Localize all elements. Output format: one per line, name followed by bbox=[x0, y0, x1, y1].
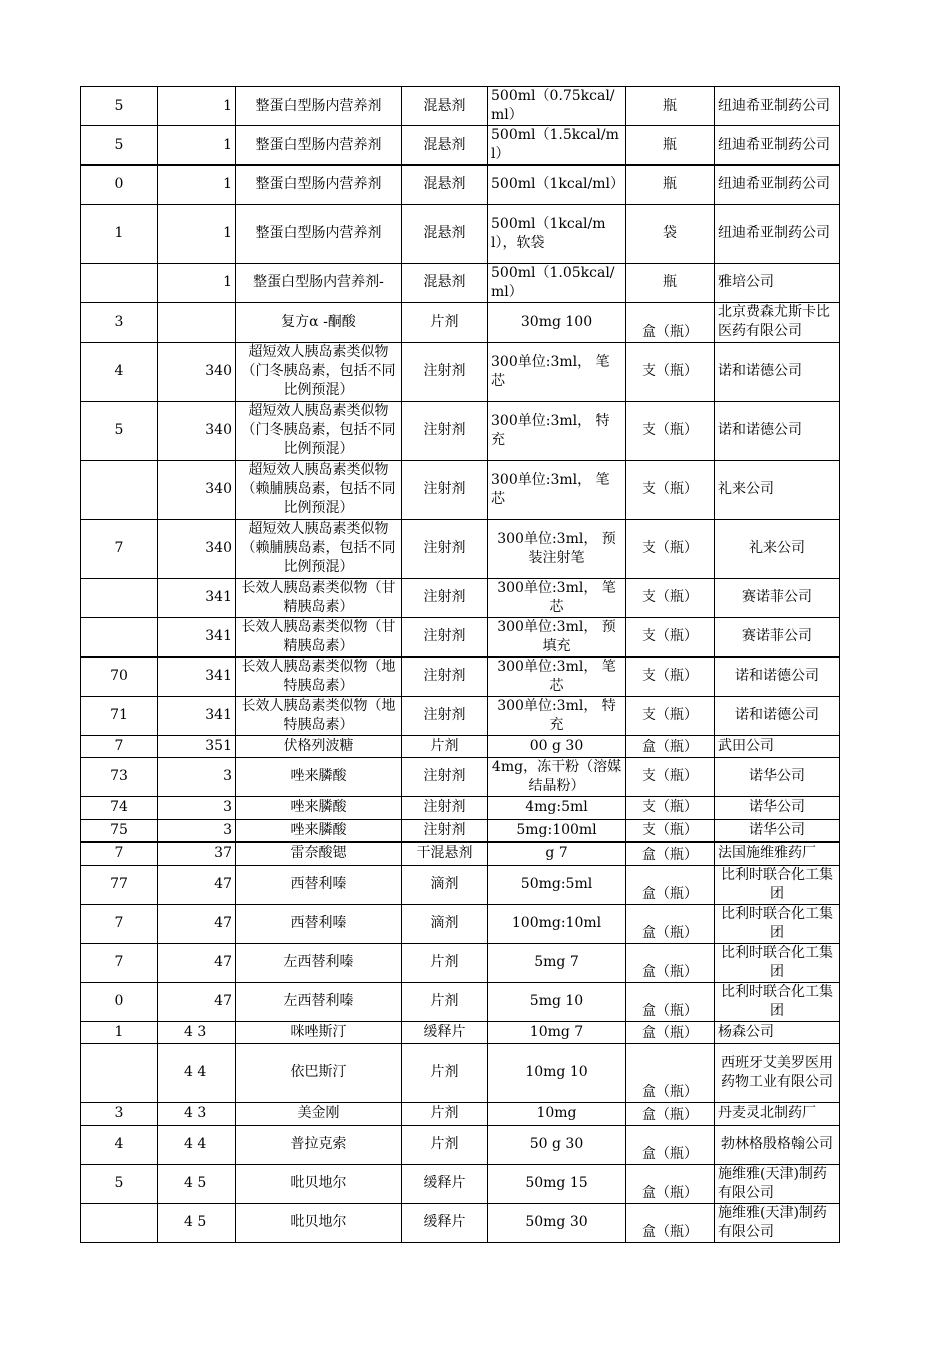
row-number-cell bbox=[81, 1203, 158, 1242]
drug-name-cell: 西替利嗪 bbox=[236, 904, 402, 943]
table-row bbox=[81, 982, 840, 1021]
table-row bbox=[81, 342, 840, 401]
table-row bbox=[81, 460, 840, 519]
row-number-cell: 5 bbox=[81, 87, 158, 126]
table-row bbox=[81, 401, 840, 460]
table-row bbox=[81, 1021, 840, 1043]
unit-cell: 瓶 bbox=[626, 87, 715, 126]
drug-name-cell: 普拉克索 bbox=[236, 1125, 402, 1164]
row-number-cell: 7 bbox=[81, 904, 158, 943]
drug-name-cell: 左西替利嗪 bbox=[236, 943, 402, 982]
unit-cell: 盒（瓶） bbox=[626, 1164, 715, 1203]
specification-cell: 30mg 100 bbox=[488, 302, 626, 342]
specification-cell: 10mg bbox=[488, 1102, 626, 1125]
table-row bbox=[81, 165, 840, 204]
dosage-form-cell: 缓释片 bbox=[402, 1164, 488, 1203]
row-number-cell: 5 bbox=[81, 126, 158, 166]
specification-cell: 300单位:3ml， 特充 bbox=[488, 401, 626, 460]
unit-cell: 盒（瓶） bbox=[626, 1203, 715, 1242]
row-number-cell: 0 bbox=[81, 165, 158, 204]
unit-cell: 瓶 bbox=[626, 263, 715, 302]
drug-name-cell: 咪唑斯汀 bbox=[236, 1021, 402, 1043]
table-row bbox=[81, 842, 840, 865]
manufacturer-cell: 纽迪希亚制药公司 bbox=[715, 165, 840, 204]
specification-cell: 5mg 7 bbox=[488, 943, 626, 982]
drug-name-cell: 超短效人胰岛素类似物（门冬胰岛素，包括不同比例预混） bbox=[236, 401, 402, 460]
drug-name-cell: 唑来膦酸 bbox=[236, 796, 402, 819]
specification-cell: 50 g 30 bbox=[488, 1125, 626, 1164]
specification-cell: 5mg:100ml bbox=[488, 819, 626, 842]
table-row bbox=[81, 263, 840, 302]
manufacturer-cell: 比利时联合化工集团 bbox=[715, 865, 840, 904]
drug-name-cell: 西替利嗪 bbox=[236, 865, 402, 904]
table-row bbox=[81, 904, 840, 943]
category-code-cell: 340 bbox=[158, 342, 236, 401]
specification-cell: 500ml（1.05kcal/ml） bbox=[488, 263, 626, 302]
category-code-cell: 3 bbox=[158, 819, 236, 842]
dosage-form-cell: 注射剂 bbox=[402, 657, 488, 697]
manufacturer-cell: 诺华公司 bbox=[715, 757, 840, 796]
category-code-cell: 47 bbox=[158, 982, 236, 1021]
specification-cell: 300单位:3ml， 笔芯 bbox=[488, 460, 626, 519]
drug-name-cell: 吡贝地尔 bbox=[236, 1203, 402, 1242]
specification-cell: 300单位:3ml， 预填充 bbox=[488, 617, 626, 657]
dosage-form-cell: 注射剂 bbox=[402, 342, 488, 401]
manufacturer-cell: 礼来公司 bbox=[715, 460, 840, 519]
table-row bbox=[81, 1043, 840, 1102]
unit-cell: 盒（瓶） bbox=[626, 865, 715, 904]
manufacturer-cell: 纽迪希亚制药公司 bbox=[715, 204, 840, 263]
unit-cell: 盒（瓶） bbox=[626, 1125, 715, 1164]
table-row bbox=[81, 87, 840, 126]
category-code-cell: 341 bbox=[158, 696, 236, 735]
drug-name-cell: 美金刚 bbox=[236, 1102, 402, 1125]
row-number-cell: 7 bbox=[81, 842, 158, 865]
drug-name-cell: 唑来膦酸 bbox=[236, 757, 402, 796]
unit-cell: 盒（瓶） bbox=[626, 302, 715, 342]
unit-cell: 支（瓶） bbox=[626, 401, 715, 460]
manufacturer-cell: 比利时联合化工集团 bbox=[715, 943, 840, 982]
drug-list-table bbox=[80, 86, 840, 1243]
row-number-cell: 7 bbox=[81, 943, 158, 982]
category-code-cell: 1 bbox=[158, 126, 236, 166]
drug-name-cell: 超短效人胰岛素类似物（门冬胰岛素，包括不同比例预混） bbox=[236, 342, 402, 401]
category-code-cell: 1 bbox=[158, 204, 236, 263]
dosage-form-cell: 注射剂 bbox=[402, 401, 488, 460]
specification-cell: 500ml（1.5kcal/ml） bbox=[488, 126, 626, 166]
dosage-form-cell: 缓释片 bbox=[402, 1021, 488, 1043]
manufacturer-cell: 西班牙艾美罗医用药物工业有限公司 bbox=[715, 1043, 840, 1102]
unit-cell: 盒（瓶） bbox=[626, 1102, 715, 1125]
dosage-form-cell: 注射剂 bbox=[402, 519, 488, 578]
unit-cell: 瓶 bbox=[626, 165, 715, 204]
dosage-form-cell: 片剂 bbox=[402, 735, 488, 757]
drug-name-cell: 长效人胰岛素类似物（甘精胰岛素） bbox=[236, 578, 402, 617]
dosage-form-cell: 片剂 bbox=[402, 943, 488, 982]
specification-cell: 4mg:5ml bbox=[488, 796, 626, 819]
category-code-cell: 341 bbox=[158, 657, 236, 697]
unit-cell: 盒（瓶） bbox=[626, 1021, 715, 1043]
dosage-form-cell: 片剂 bbox=[402, 1125, 488, 1164]
manufacturer-cell: 礼来公司 bbox=[715, 519, 840, 578]
unit-cell: 支（瓶） bbox=[626, 617, 715, 657]
unit-cell: 支（瓶） bbox=[626, 696, 715, 735]
drug-name-cell: 长效人胰岛素类似物（地特胰岛素） bbox=[236, 696, 402, 735]
manufacturer-cell: 诺华公司 bbox=[715, 819, 840, 842]
drug-name-cell: 伏格列波糖 bbox=[236, 735, 402, 757]
drug-name-cell: 雷奈酸锶 bbox=[236, 842, 402, 865]
specification-cell: g 7 bbox=[488, 842, 626, 865]
unit-cell: 支（瓶） bbox=[626, 757, 715, 796]
row-number-cell: 70 bbox=[81, 657, 158, 697]
dosage-form-cell: 混悬剂 bbox=[402, 263, 488, 302]
unit-cell: 支（瓶） bbox=[626, 460, 715, 519]
unit-cell: 支（瓶） bbox=[626, 519, 715, 578]
category-code-cell: 340 bbox=[158, 401, 236, 460]
manufacturer-cell: 诺华公司 bbox=[715, 796, 840, 819]
specification-cell: 500ml（0.75kcal/ml） bbox=[488, 87, 626, 126]
category-code-cell: 351 bbox=[158, 735, 236, 757]
category-code-cell: 47 bbox=[158, 943, 236, 982]
category-code-cell: 341 bbox=[158, 578, 236, 617]
dosage-form-cell: 混悬剂 bbox=[402, 126, 488, 166]
specification-cell: 5mg 10 bbox=[488, 982, 626, 1021]
category-code-cell: 47 bbox=[158, 904, 236, 943]
table-row bbox=[81, 1203, 840, 1242]
dosage-form-cell: 注射剂 bbox=[402, 696, 488, 735]
row-number-cell: 4 bbox=[81, 1125, 158, 1164]
specification-cell: 10mg 10 bbox=[488, 1043, 626, 1102]
manufacturer-cell: 北京费森尤斯卡比医药有限公司 bbox=[715, 302, 840, 342]
category-code-cell: 4 5 bbox=[158, 1164, 236, 1203]
category-code-cell: 4 4 bbox=[158, 1125, 236, 1164]
dosage-form-cell: 干混悬剂 bbox=[402, 842, 488, 865]
dosage-form-cell: 滴剂 bbox=[402, 865, 488, 904]
unit-cell: 支（瓶） bbox=[626, 657, 715, 697]
drug-name-cell: 复方α -酮酸 bbox=[236, 302, 402, 342]
specification-cell: 300单位:3ml， 预装注射笔 bbox=[488, 519, 626, 578]
table-row bbox=[81, 204, 840, 263]
manufacturer-cell: 诺和诺德公司 bbox=[715, 696, 840, 735]
drug-name-cell: 整蛋白型肠内营养剂 bbox=[236, 165, 402, 204]
row-number-cell: 75 bbox=[81, 819, 158, 842]
drug-name-cell: 整蛋白型肠内营养剂- bbox=[236, 263, 402, 302]
category-code-cell bbox=[158, 302, 236, 342]
drug-name-cell: 吡贝地尔 bbox=[236, 1164, 402, 1203]
table-row bbox=[81, 519, 840, 578]
manufacturer-cell: 比利时联合化工集团 bbox=[715, 982, 840, 1021]
dosage-form-cell: 注射剂 bbox=[402, 578, 488, 617]
category-code-cell: 340 bbox=[158, 519, 236, 578]
specification-cell: 500ml（1kcal/ml），软袋 bbox=[488, 204, 626, 263]
manufacturer-cell: 诺和诺德公司 bbox=[715, 342, 840, 401]
row-number-cell: 3 bbox=[81, 302, 158, 342]
manufacturer-cell: 纽迪希亚制药公司 bbox=[715, 87, 840, 126]
drug-name-cell: 超短效人胰岛素类似物（赖脯胰岛素，包括不同比例预混） bbox=[236, 519, 402, 578]
row-number-cell bbox=[81, 460, 158, 519]
table-row bbox=[81, 1164, 840, 1203]
row-number-cell: 1 bbox=[81, 204, 158, 263]
dosage-form-cell: 片剂 bbox=[402, 1102, 488, 1125]
category-code-cell: 4 3 bbox=[158, 1102, 236, 1125]
unit-cell: 盒（瓶） bbox=[626, 735, 715, 757]
unit-cell: 盒（瓶） bbox=[626, 943, 715, 982]
category-code-cell: 37 bbox=[158, 842, 236, 865]
manufacturer-cell: 武田公司 bbox=[715, 735, 840, 757]
drug-name-cell: 整蛋白型肠内营养剂 bbox=[236, 87, 402, 126]
dosage-form-cell: 注射剂 bbox=[402, 617, 488, 657]
row-number-cell: 7 bbox=[81, 735, 158, 757]
row-number-cell bbox=[81, 578, 158, 617]
dosage-form-cell: 滴剂 bbox=[402, 904, 488, 943]
table-row bbox=[81, 819, 840, 842]
table-row bbox=[81, 1102, 840, 1125]
table-row bbox=[81, 696, 840, 735]
table-row bbox=[81, 126, 840, 166]
dosage-form-cell: 注射剂 bbox=[402, 460, 488, 519]
manufacturer-cell: 雅培公司 bbox=[715, 263, 840, 302]
dosage-form-cell: 混悬剂 bbox=[402, 165, 488, 204]
drug-name-cell: 左西替利嗪 bbox=[236, 982, 402, 1021]
drug-name-cell: 唑来膦酸 bbox=[236, 819, 402, 842]
row-number-cell: 3 bbox=[81, 1102, 158, 1125]
manufacturer-cell: 杨森公司 bbox=[715, 1021, 840, 1043]
unit-cell: 袋 bbox=[626, 204, 715, 263]
dosage-form-cell: 缓释片 bbox=[402, 1203, 488, 1242]
row-number-cell: 71 bbox=[81, 696, 158, 735]
specification-cell: 500ml（1kcal/ml） bbox=[488, 165, 626, 204]
specification-cell: 4mg，冻干粉（溶媒结晶粉） bbox=[488, 757, 626, 796]
manufacturer-cell: 比利时联合化工集团 bbox=[715, 904, 840, 943]
table-row bbox=[81, 657, 840, 697]
table-row bbox=[81, 617, 840, 657]
drug-name-cell: 长效人胰岛素类似物（地特胰岛素） bbox=[236, 657, 402, 697]
unit-cell: 盒（瓶） bbox=[626, 904, 715, 943]
unit-cell: 支（瓶） bbox=[626, 819, 715, 842]
row-number-cell: 5 bbox=[81, 1164, 158, 1203]
drug-name-cell: 长效人胰岛素类似物（甘精胰岛素） bbox=[236, 617, 402, 657]
category-code-cell: 3 bbox=[158, 757, 236, 796]
table-row bbox=[81, 302, 840, 342]
row-number-cell: 7 bbox=[81, 519, 158, 578]
row-number-cell: 5 bbox=[81, 401, 158, 460]
dosage-form-cell: 混悬剂 bbox=[402, 204, 488, 263]
table-row bbox=[81, 865, 840, 904]
manufacturer-cell: 赛诺菲公司 bbox=[715, 617, 840, 657]
unit-cell: 支（瓶） bbox=[626, 796, 715, 819]
dosage-form-cell: 片剂 bbox=[402, 302, 488, 342]
table-row bbox=[81, 735, 840, 757]
table-row bbox=[81, 796, 840, 819]
unit-cell: 支（瓶） bbox=[626, 578, 715, 617]
category-code-cell: 47 bbox=[158, 865, 236, 904]
unit-cell: 瓶 bbox=[626, 126, 715, 166]
manufacturer-cell: 法国施维雅药厂 bbox=[715, 842, 840, 865]
drug-name-cell: 整蛋白型肠内营养剂 bbox=[236, 126, 402, 166]
category-code-cell: 4 4 bbox=[158, 1043, 236, 1102]
dosage-form-cell: 注射剂 bbox=[402, 757, 488, 796]
category-code-cell: 1 bbox=[158, 263, 236, 302]
specification-cell: 300单位:3ml， 笔芯 bbox=[488, 342, 626, 401]
category-code-cell: 1 bbox=[158, 165, 236, 204]
category-code-cell: 4 3 bbox=[158, 1021, 236, 1043]
row-number-cell: 1 bbox=[81, 1021, 158, 1043]
dosage-form-cell: 注射剂 bbox=[402, 796, 488, 819]
manufacturer-cell: 赛诺菲公司 bbox=[715, 578, 840, 617]
table-row bbox=[81, 757, 840, 796]
category-code-cell: 1 bbox=[158, 87, 236, 126]
table-body bbox=[81, 87, 840, 1243]
specification-cell: 00 g 30 bbox=[488, 735, 626, 757]
row-number-cell: 0 bbox=[81, 982, 158, 1021]
category-code-cell: 340 bbox=[158, 460, 236, 519]
unit-cell: 盒（瓶） bbox=[626, 842, 715, 865]
table-row bbox=[81, 578, 840, 617]
row-number-cell bbox=[81, 263, 158, 302]
manufacturer-cell: 诺和诺德公司 bbox=[715, 401, 840, 460]
manufacturer-cell: 丹麦灵北制药厂 bbox=[715, 1102, 840, 1125]
dosage-form-cell: 注射剂 bbox=[402, 819, 488, 842]
table-row bbox=[81, 943, 840, 982]
row-number-cell bbox=[81, 617, 158, 657]
drug-name-cell: 超短效人胰岛素类似物（赖脯胰岛素，包括不同比例预混） bbox=[236, 460, 402, 519]
unit-cell: 盒（瓶） bbox=[626, 982, 715, 1021]
manufacturer-cell: 诺和诺德公司 bbox=[715, 657, 840, 697]
unit-cell: 支（瓶） bbox=[626, 342, 715, 401]
manufacturer-cell: 纽迪希亚制药公司 bbox=[715, 126, 840, 166]
row-number-cell: 73 bbox=[81, 757, 158, 796]
specification-cell: 300单位:3ml， 特充 bbox=[488, 696, 626, 735]
row-number-cell: 74 bbox=[81, 796, 158, 819]
dosage-form-cell: 片剂 bbox=[402, 982, 488, 1021]
manufacturer-cell: 勃林格殷格翰公司 bbox=[715, 1125, 840, 1164]
table-row bbox=[81, 1125, 840, 1164]
row-number-cell bbox=[81, 1043, 158, 1102]
row-number-cell: 4 bbox=[81, 342, 158, 401]
specification-cell: 50mg 30 bbox=[488, 1203, 626, 1242]
specification-cell: 50mg 15 bbox=[488, 1164, 626, 1203]
drug-name-cell: 整蛋白型肠内营养剂 bbox=[236, 204, 402, 263]
dosage-form-cell: 片剂 bbox=[402, 1043, 488, 1102]
manufacturer-cell: 施维雅(天津)制药有限公司 bbox=[715, 1164, 840, 1203]
dosage-form-cell: 混悬剂 bbox=[402, 87, 488, 126]
specification-cell: 100mg:10ml bbox=[488, 904, 626, 943]
specification-cell: 10mg 7 bbox=[488, 1021, 626, 1043]
specification-cell: 50mg:5ml bbox=[488, 865, 626, 904]
category-code-cell: 341 bbox=[158, 617, 236, 657]
manufacturer-cell: 施维雅(天津)制药有限公司 bbox=[715, 1203, 840, 1242]
specification-cell: 300单位:3ml， 笔芯 bbox=[488, 578, 626, 617]
row-number-cell: 77 bbox=[81, 865, 158, 904]
unit-cell: 盒（瓶） bbox=[626, 1043, 715, 1102]
category-code-cell: 3 bbox=[158, 796, 236, 819]
category-code-cell: 4 5 bbox=[158, 1203, 236, 1242]
specification-cell: 300单位:3ml， 笔芯 bbox=[488, 657, 626, 697]
drug-name-cell: 依巴斯汀 bbox=[236, 1043, 402, 1102]
